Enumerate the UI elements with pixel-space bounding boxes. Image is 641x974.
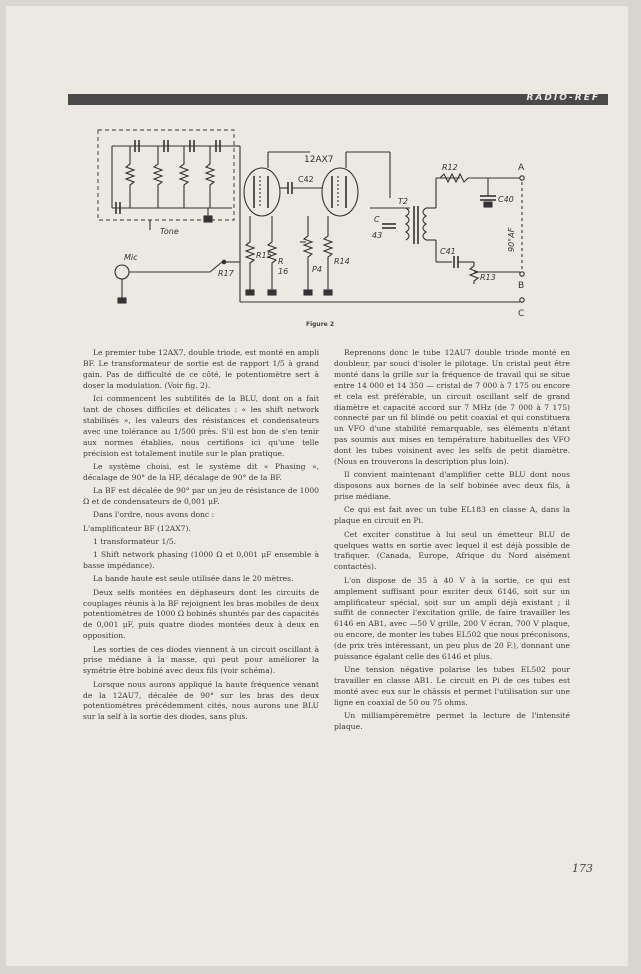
label-90-af: 90°AF (507, 227, 516, 252)
label-r13: R13 (480, 273, 496, 282)
paragraph: Il convient maintenant d'amplifier cette BLU dont nous disposons aux bornes de la self bobinée avec deux fils, à prise médiane. (334, 470, 570, 502)
label-r17: R17 (218, 269, 234, 278)
label-c43-bottom: 43 (372, 231, 383, 240)
paragraph: Le système choisi, est le système dit « Phasing », décalage de 90° de la HF, décalage de 90° de la BF. (83, 461, 319, 482)
label-r12: R12 (442, 163, 458, 172)
label-r16-bottom: 16 (278, 267, 289, 276)
label-t2: T2 (398, 197, 408, 206)
journal-name: RADIO-REF (526, 93, 600, 103)
paragraph: Un milliampèremètre permet la lecture de l'intensité plaque. (334, 711, 570, 732)
label-c42: C42 (298, 175, 314, 184)
paragraph: La BF est décalée de 90° par un jeu de résistance de 1000 Ω et de condensateurs de 0,001 μF. (83, 486, 319, 506)
paragraph: La bande haute est seule utilisée dans le 20 mètres. (93, 574, 294, 584)
paragraph: Ce qui est fait avec un tube EL183 en classe A, dans la plaque en circuit en Pi. (334, 505, 570, 526)
page-number: 173 (572, 862, 593, 875)
left-column (83, 348, 319, 726)
label-p4: P4 (312, 265, 322, 274)
figure-caption: Figure 2 (305, 321, 334, 328)
paragraph: Deux selfs montées en déphaseurs dont les circuits de couplages réunis à la BF rejoignent les bras mobiles de deux potentiomètres de 1000 Ω bobinés shuntés par des capacités de 0,001 μF, puis quatre diodes montées deux à deux en opposition. (83, 587, 319, 641)
label-r16-top: R (278, 257, 284, 266)
right-column (334, 348, 570, 736)
paragraph: Cet exciter constitue à lui seul un émetteur BLU de quelques watts en sortie avec lequel il est déjà possible de trafiquer. (Canada, Europe, Afrique du Nord aisément contactés). (334, 529, 570, 572)
paragraph: Le premier tube 12AX7, double triode, est monté en ampli BF. Le transformateur de sortie est de rapport 1/5 à grand gain. Pas de difficulté de ce côté, le potentiomètre sert à doser la modulation. (Voir fig. 2). (83, 348, 319, 390)
paragraph: Lorsque nous aurons appliqué la haute fréquence venant de la 12AU7, décalée de 90° sur les bras des deux potentiomètres précédemment cités, nous aurons une BLU sur la self à la sortie des diodes, sans plus. (83, 679, 319, 722)
label-terminal-c: C (518, 309, 525, 319)
label-r14: R14 (334, 257, 350, 266)
label-tube: 12AX7 (304, 155, 334, 165)
label-tone: Tone (160, 227, 179, 236)
label-c43-top: C (374, 215, 380, 224)
circuit-schematic (90, 112, 550, 322)
label-r15: R15 (256, 251, 272, 260)
label-c41: C41 (440, 247, 456, 256)
paragraph: Ici commencent les subtilités de la BLU, dont on a fait tant de choses difficiles et délicates : « les shift network stabilisés », les valeurs des résistances et condensateurs avec une tolérance au 1/500 près. S'il est bon de s'en tenir aux normes établies, nous certifions ici qu'une telle précision est totalement inutile sur le plan pratique. (83, 394, 319, 458)
label-terminal-b: B (518, 281, 525, 291)
header-bar (68, 94, 608, 105)
paragraph: Reprenons donc le tube 12AU7 double triode monté en doubleur, par souci d'isoler le pilotage. Un cristal peut être monté dans la grille sur la fréquence de travail qui se situe entre 14 000 et 14 350 — cristal de 7 000 à 7 175 ou encore et cela est préférable, un circuit oscillant self de grand diamètre et capacité accord sur 7 MHz (de 7 000 à 7 175) connecté par un fil blindé ou petit coaxial et qui constituera un VFO d'une stabilité remarquable, ses éléments n'étant pas soumis aux mises en température habituelles des VFO dont les tubes voisinent avec les selfs de petit diamètre. (Nous en trouverons la description plus loin). (334, 348, 570, 467)
label-terminal-a: A (518, 163, 525, 173)
paragraph: Les sorties de ces diodes viennent à un circuit oscillant à prise médiane à la masse, qui peut pour améliorer la symétrie être bobiné avec deux fils (voir schéma). (83, 644, 319, 676)
list-line: L'amplificateur BF (12AX7). (83, 523, 191, 533)
paragraph: Dans l'ordre, nous avons donc : (93, 510, 215, 520)
list-line: 1 Shift network phasing (1000 Ω et 0,001 μF ensemble à basse impédance). (83, 550, 319, 571)
paragraph: L'on dispose de 35 à 40 V à la sortie, ce qui est amplement suffisant pour exciter deux 6146, soit sur un amplificateur spécial, soit sur un ampli déjà existant ; il suffit de connecter l'excitation grille, de faire travailler les 6146 en AB1, avec —50 V grille, 200 V écran, 700 V plaque, ou encore, de monter les tubes EL502 que nous préconisons, (de prix très intéressant, un peu plus de 20 F.), donnant une puissance égalant celle des 6146 et plus. (334, 575, 570, 662)
label-c40: C40 (498, 195, 514, 204)
paragraph: Une tension négative polarise les tubes EL502 pour travailler en classe AB1. Le circuit en Pi de ces tubes est monté avec eux sur le châssis et permet l'utilisation sur une ligne en coaxial de 50 ou 75 ohms. (334, 665, 570, 708)
label-mic: Mic (124, 253, 138, 262)
list-line: 1 transformateur 1/5. (93, 536, 177, 546)
